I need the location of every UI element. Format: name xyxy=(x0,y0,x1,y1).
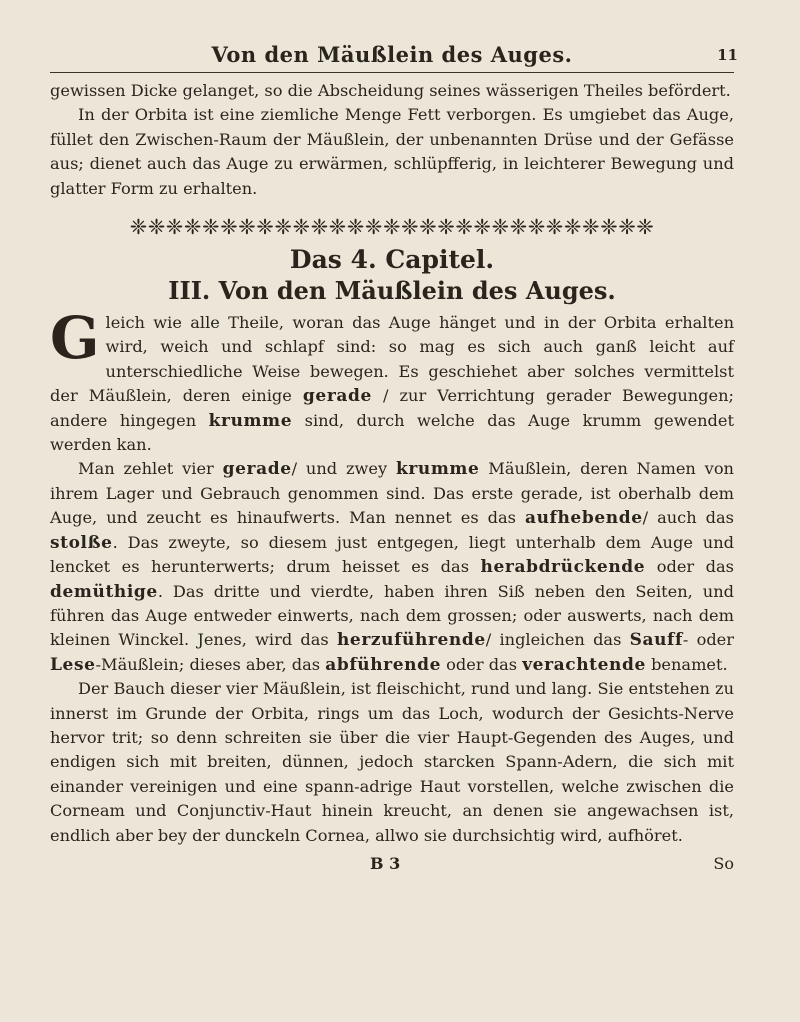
emphasis-term: Lese xyxy=(50,654,96,675)
signature-mark: B 3 xyxy=(370,853,401,873)
emphasis-term: krumme xyxy=(395,459,480,480)
chapter-title: III. Von den Mäußlein des Auges. xyxy=(168,276,616,306)
emphasis-term: herabdrückende xyxy=(480,557,646,578)
emphasis-term: aufhebende xyxy=(524,508,643,529)
emphasis-term: stolße xyxy=(50,532,113,553)
catchword: So xyxy=(713,853,734,873)
ornament-divider: ❈❈❈❈❈❈❈❈❈❈❈❈❈❈❈❈❈❈❈❈❈❈❈❈❈❈❈❈❈ xyxy=(129,215,655,240)
page-number: 11 xyxy=(717,46,738,64)
running-title: Von den Mäußlein des Auges. xyxy=(211,42,573,67)
emphasis-term: krumme xyxy=(208,410,293,431)
emphasis-term: abführende xyxy=(325,654,442,675)
emphasis-term: verachtende xyxy=(522,654,646,675)
emphasis-term: demüthige xyxy=(50,581,158,602)
paragraph-muscles: Man zehlet vier gerade/ und zwey krumme Mäußlein, deren Namen von ihrem Lager und Gebrauch genommen sind. Das erste gerade, ist oberhalb dem Auge, und zeucht es hinaufwerts. Man nennet es das aufhebende/ auch das stolße. Das zweyte, so diesem just entgegen, liegt unterhalb dem Auge und lencket es herunterwerts; drum heisset es das herabdrückende oder das demüthige. Das dritte und vierdte, haben ihren Siß neben den Seiten, und führen das Auge entweder einwerts, nach dem grossen; oder auswerts, nach dem kleinen Winckel. Jenes, wird das herzuführende/ ingleichen das Sauff- oder Lese-Mäußlein; dieses aber, das abführende oder das verachtende benamet. xyxy=(50,459,734,675)
emphasis-term: Sauff xyxy=(629,630,683,651)
drop-cap: G xyxy=(50,304,100,373)
paragraph-continuation: gewissen Dicke gelanget, so die Abscheidung seines wässerigen Theiles befördert. xyxy=(50,81,731,100)
paragraph-belly: Der Bauch dieser vier Mäußlein, ist fleischicht, rund und lang. Sie entstehen zu innerst im Grunde der Orbita, rings um das Loch, wodurch der Gesichts-Nerve hervor trit; so denn schreiten sie über die vier Haupt-Gegenden des Auges, und endigen sich mit breiten, dünnen, jedoch starcken Spann-Adern, die sich mit einander vereinigen und eine spann-adrige Haut vorstellen, welche zwischen die Corneam und Conjunctiv-Haut hinein kreucht, an denen sie angewachsen ist, endlich aber bey der dunckeln Cornea, allwo sie durchsichtig wird, aufhöret. xyxy=(50,679,734,845)
running-header xyxy=(50,38,738,73)
emphasis-term: gerade xyxy=(222,459,292,480)
paragraph-fat: In der Orbita ist eine ziemliche Menge Fett verborgen. Es umgiebet das Auge, füllet den Zwischen-Raum der Mäußlein, der unbenannten Drüse und der Gefässe aus; dienet auch das Auge zu erwärmen, schlüpfferig, in leichterer Bewegung und glatter Form zu erhalten. xyxy=(50,105,734,198)
chapter-number: Das 4. Capitel. xyxy=(289,245,495,275)
emphasis-term: gerade xyxy=(302,386,372,407)
paragraph-intro: Gleich wie alle Theile, woran das Auge hänget und in der Orbita erhalten wird, weich und schlapf sind: so mag es sich auch ganß leicht auf unterschiedliche Weise bewegen. Es geschiehet aber solches vermittelst der Mäußlein, deren einige gerade / zur Verrichtung gerader Bewegungen; andere hingegen krumme sind, durch welche das Auge krumm gewendet werden kan. xyxy=(50,304,734,455)
emphasis-term: herzuführende xyxy=(336,630,486,651)
page-footer xyxy=(50,852,734,882)
